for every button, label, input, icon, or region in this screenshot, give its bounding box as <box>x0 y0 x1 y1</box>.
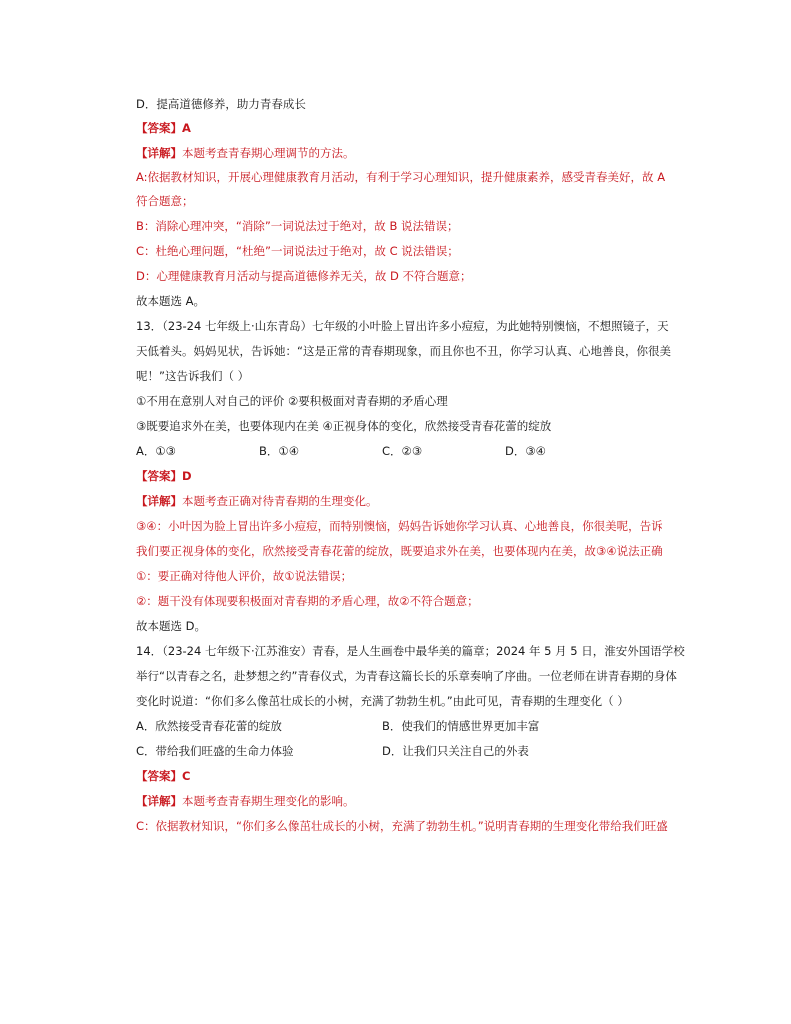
q13-statement: ③既要追求外在美，也要体现内在美 ④正视身体的变化，欣然接受青春花蕾的绽放 <box>136 419 552 433</box>
q12-analysis-line: B：消除心理冲突，“消除”一词说法过于绝对，故 B 说法错误； <box>136 219 459 233</box>
q13-statement: ①不用在意别人对自己的评价 ②要积极面对青春期的矛盾心理 <box>136 394 448 408</box>
q12-analysis-line: A:依据教材知识，开展心理健康教育月活动，有利于学习心理知识，提升健康素养，感受青春美好，故 A <box>136 170 666 184</box>
q14-answer: 【答案】C <box>136 769 191 783</box>
q14-analysis-line: C：依据教材知识，“你们多么像茁壮成长的小树，充满了勃勃生机。”说明青春期的生理变化带给我们旺盛 <box>136 819 668 833</box>
q14-option-a: A．欣然接受青春花蕾的绽放 <box>136 719 282 733</box>
q13-analysis-line: ②：题干没有体现要积极面对青春期的矛盾心理，故②不符合题意； <box>136 594 479 608</box>
q14-option-d: D．让我们只关注自己的外表 <box>382 744 529 758</box>
q13-stem-line: 呢！”这告诉我们（ ） <box>136 369 250 383</box>
q14-stem-line: 举行“以青春之名，赴梦想之约”青春仪式，为青春这篇长长的乐章奏响了序曲。一位老师在讲青春期的身体 <box>136 669 677 683</box>
q13-stem-line: 13．（23-24 七年级上·山东青岛）七年级的小叶脸上冒出许多小痘痘，为此她特别懊恼，不想照镜子，天 <box>136 319 669 333</box>
q13-option-b: B．①④ <box>259 444 300 458</box>
q12-detail-tag: 【详解】 <box>136 146 182 160</box>
q14-detail-tag: 【详解】 <box>136 794 182 808</box>
q13-option-a: A．①③ <box>136 444 176 458</box>
q14-stem-line: 14．（23-24 七年级下·江苏淮安）青春，是人生画卷中最华美的篇章；2024 年 5 月 5 日，淮安外国语学校 <box>136 644 685 658</box>
q12-detail <box>136 146 355 161</box>
q12-analysis-line: D：心理健康教育月活动与提高道德修养无关，故 D 不符合题意； <box>136 269 472 283</box>
q14-detail <box>136 794 355 809</box>
q13-analysis-line: 我们要正视身体的变化，欣然接受青春花蕾的绽放，既要追求外在美，也要体现内在美，故③④说法正确 <box>136 544 663 558</box>
q13-detail <box>136 494 378 509</box>
q13-analysis-line: ③④：小叶因为脸上冒出许多小痘痘，而特别懊恼，妈妈告诉她你学习认真、心地善良，你很美呢，告诉 <box>136 519 663 533</box>
q12-option-d: D．提高道德修养，助力青春成长 <box>136 97 306 111</box>
q13-conclusion: 故本题选 D。 <box>136 619 207 633</box>
q13-detail-tag: 【详解】 <box>136 494 182 508</box>
q14-stem-line: 变化时说道：“你们多么像茁壮成长的小树，充满了勃勃生机。”由此可见，青春期的生理变化（ ） <box>136 694 629 708</box>
q13-detail-text: 本题考查正确对待青春期的生理变化。 <box>182 494 378 508</box>
q14-detail-text: 本题考查青春期生理变化的影响。 <box>182 794 355 808</box>
q12-analysis-line: 符合题意； <box>136 194 194 208</box>
q13-answer: 【答案】D <box>136 469 192 483</box>
q12-conclusion: 故本题选 A。 <box>136 294 206 308</box>
q12-analysis-line: C：杜绝心理问题，“杜绝”一词说法过于绝对，故 C 说法错误； <box>136 244 459 258</box>
q14-option-b: B．使我们的情感世界更加丰富 <box>382 719 540 733</box>
q12-detail-text: 本题考查青春期心理调节的方法。 <box>182 146 355 160</box>
q14-option-c: C．带给我们旺盛的生命力体验 <box>136 744 294 758</box>
q13-analysis-line: ①：要正确对待他人评价，故①说法错误； <box>136 569 353 583</box>
q13-stem-line: 天低着头。妈妈见状，告诉她：“这是正常的青春期现象，而且你也不丑，你学习认真、心地善良，你很美 <box>136 344 671 358</box>
q12-answer: 【答案】A <box>136 121 191 135</box>
q13-option-c: C．②③ <box>382 444 423 458</box>
q13-option-d: D．③④ <box>505 444 546 458</box>
